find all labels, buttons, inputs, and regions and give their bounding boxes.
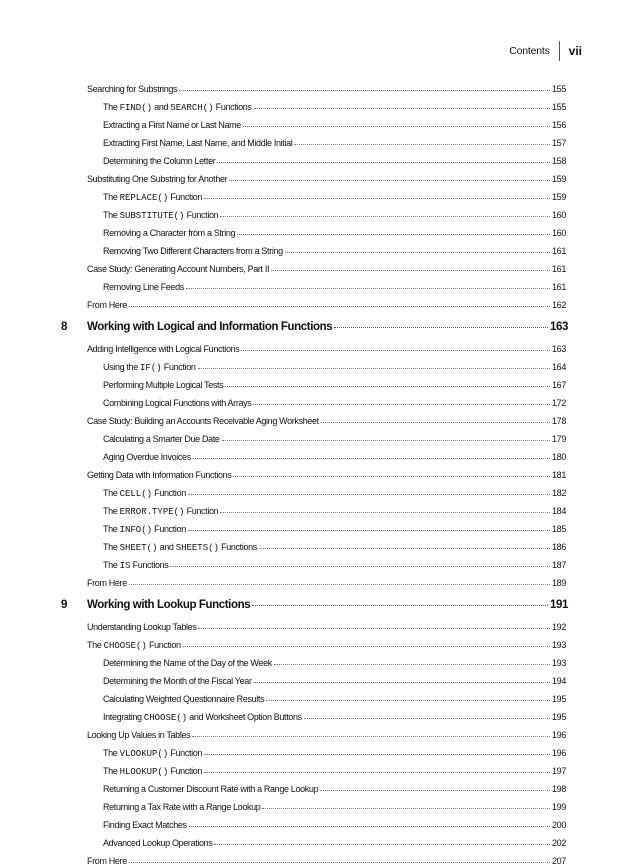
dot-leader [259, 547, 550, 549]
entry-title [103, 191, 202, 204]
dot-leader [321, 421, 550, 423]
entry-page-number: 187 [552, 560, 566, 570]
dot-leader [129, 305, 550, 307]
entry-title [103, 801, 260, 813]
dot-leader [320, 789, 550, 791]
entry-title [103, 101, 252, 114]
toc-subsection-entry[interactable] [103, 657, 566, 669]
function-name: VLOOKUP() [119, 749, 169, 759]
entry-page-number: 184 [552, 506, 566, 516]
function-name: INFO() [119, 525, 153, 535]
entry-title [103, 559, 168, 572]
entry-title-text: and [157, 542, 176, 552]
dot-leader [220, 215, 550, 217]
toc-chapter-heading[interactable] [61, 598, 568, 612]
toc-subsection-entry[interactable] [103, 155, 566, 167]
toc-subsection-entry[interactable] [103, 379, 566, 391]
toc-subsection-entry[interactable] [103, 541, 566, 554]
chapter-number: 9 [61, 599, 67, 611]
entry-page-number: 193 [552, 640, 566, 650]
entry-title-text: Case Study: Building an Accounts Receivable Aging Worksheet [87, 416, 319, 426]
entry-title [103, 487, 186, 500]
entry-page-number: 181 [552, 470, 566, 480]
entry-page-number: 198 [552, 784, 566, 794]
entry-title-text: Adding Intelligence with Logical Functions [87, 344, 240, 354]
dot-leader [170, 565, 550, 567]
entry-title-text: Combining Logical Functions with Arrays [103, 398, 252, 408]
toc-subsection-entry[interactable] [103, 209, 566, 222]
entry-title [87, 639, 181, 652]
entry-page-number: 189 [552, 578, 566, 588]
function-name: HLOOKUP() [119, 767, 169, 777]
entry-title-text: Functions [130, 560, 169, 570]
entry-title [103, 541, 257, 554]
entry-page-number: 192 [552, 622, 566, 632]
toc-subsection-entry[interactable] [103, 191, 566, 204]
entry-title-text: Determining the Name of the Day of the Week [103, 658, 272, 668]
dot-leader [222, 439, 550, 441]
toc-subsection-entry[interactable] [103, 783, 566, 795]
entry-title-text: The [103, 210, 120, 220]
toc-section-entry[interactable] [87, 173, 566, 185]
entry-title-text: Returning a Customer Discount Rate with a Range Lookup [103, 784, 319, 794]
dot-leader [129, 583, 550, 585]
entry-page-number: 202 [552, 838, 566, 848]
entry-title-text: Function [168, 748, 203, 758]
dot-leader [304, 717, 550, 719]
entry-title-text: Function [152, 488, 186, 498]
entry-page-number: 163 [552, 344, 566, 354]
entry-title-text: Extracting First Name, Last Name, and Middle Initial [103, 138, 293, 148]
toc-subsection-entry[interactable] [103, 523, 566, 536]
toc-subsection-entry[interactable] [103, 675, 566, 687]
entry-page-number: 196 [552, 748, 566, 758]
dot-leader [233, 475, 550, 477]
toc-subsection-entry[interactable] [103, 711, 566, 724]
entry-page-number: 156 [552, 120, 566, 130]
toc-subsection-entry[interactable] [103, 281, 566, 293]
entry-title [87, 577, 127, 589]
dot-leader [252, 604, 548, 606]
entry-title [103, 433, 220, 445]
entry-title-text: From Here [87, 300, 127, 310]
entry-page-number: 155 [552, 102, 566, 112]
entry-title-text: The [103, 766, 120, 776]
entry-page-number: 158 [552, 156, 566, 166]
toc-subsection-entry[interactable] [103, 487, 566, 500]
entry-page-number: 167 [552, 380, 566, 390]
dot-leader [241, 349, 550, 351]
toc-subsection-entry[interactable] [103, 361, 566, 374]
dot-leader [193, 457, 550, 459]
dot-leader [225, 385, 550, 387]
dot-leader [217, 161, 550, 163]
entry-title-text: Using the [103, 362, 141, 372]
entry-title [103, 783, 318, 795]
dot-leader [183, 645, 550, 647]
entry-title-text: and [152, 102, 171, 112]
header-divider [559, 41, 560, 61]
toc-section-entry[interactable] [87, 469, 566, 481]
entry-title-text: Returning a Tax Rate with a Range Lookup [103, 802, 261, 812]
function-name: FIND() [119, 103, 153, 113]
dot-leader [188, 529, 550, 531]
toc-subsection-entry[interactable] [103, 101, 566, 114]
entry-title-text: Removing Two Different Characters from a String [103, 246, 283, 256]
entry-title-text: The [87, 640, 104, 650]
toc-section-entry[interactable] [87, 415, 566, 427]
entry-title-text: Function [168, 192, 203, 202]
entry-page-number: 164 [552, 362, 566, 372]
entry-page-number: 197 [552, 766, 566, 776]
dot-leader [237, 233, 550, 235]
entry-page-number: 155 [552, 84, 566, 94]
entry-title-text: Function [168, 766, 203, 776]
entry-page-number: 207 [552, 856, 566, 866]
entry-page-number: 180 [552, 452, 566, 462]
entry-title [103, 711, 302, 724]
entry-page-number: 157 [552, 138, 566, 148]
dot-leader [129, 861, 550, 863]
dot-leader [188, 493, 550, 495]
toc-subsection-entry[interactable] [103, 837, 566, 849]
chapter-page-number: 163 [550, 321, 568, 333]
entry-title [87, 415, 319, 427]
entry-page-number: 200 [552, 820, 566, 830]
dot-leader [192, 735, 550, 737]
dot-leader [274, 663, 550, 665]
dot-leader [285, 251, 550, 253]
dot-leader [254, 681, 550, 683]
toc-subsection-entry[interactable] [103, 559, 566, 572]
entry-title [87, 855, 127, 867]
toc-section-entry[interactable] [87, 263, 566, 275]
entry-title-text: From Here [87, 578, 127, 588]
entry-title-text: The [103, 102, 120, 112]
toc-subsection-entry[interactable] [103, 505, 566, 518]
entry-page-number: 179 [552, 434, 566, 444]
dot-leader [271, 269, 550, 271]
dot-leader [254, 107, 550, 109]
dot-leader [186, 287, 550, 289]
entry-title [103, 245, 283, 257]
function-name: REPLACE() [119, 193, 169, 203]
entry-page-number: 161 [552, 264, 566, 274]
entry-title-text: Aging Overdue Invoices [103, 452, 191, 462]
toc-section-entry[interactable] [87, 639, 566, 652]
toc-section-entry[interactable] [87, 343, 566, 355]
entry-page-number: 185 [552, 524, 566, 534]
entry-title-text: The [103, 542, 120, 552]
entry-title-text: Calculating Weighted Questionnaire Results [103, 694, 265, 704]
dot-leader [262, 807, 550, 809]
dot-leader [334, 326, 548, 328]
dot-leader [189, 825, 550, 827]
entry-title [87, 299, 127, 311]
entry-title-text: Integrating [103, 712, 144, 722]
dot-leader [204, 771, 550, 773]
toc-subsection-entry[interactable] [103, 245, 566, 257]
entry-title-text: Advanced Lookup Operations [103, 838, 213, 848]
entry-title-text: Function [152, 524, 186, 534]
entry-title-text: Case Study: Generating Account Numbers, Part II [87, 264, 270, 274]
entry-page-number: 196 [552, 730, 566, 740]
function-name: SHEETS() [175, 543, 219, 553]
chapter-title: Working with Lookup Functions [87, 599, 251, 611]
entry-title-text: Function [184, 506, 219, 516]
toc-subsection-entry[interactable] [103, 433, 566, 445]
entry-title [87, 621, 196, 633]
entry-title [103, 837, 212, 849]
toc-subsection-entry[interactable] [103, 801, 566, 813]
dot-leader [220, 511, 550, 513]
entry-title-text: Removing Line Feeds [103, 282, 184, 292]
entry-page-number: 186 [552, 542, 566, 552]
function-name: ERROR.TYPE() [119, 507, 185, 517]
toc-subsection-entry[interactable] [103, 227, 566, 239]
entry-title [103, 379, 223, 391]
entry-title [103, 693, 264, 705]
entry-page-number: 182 [552, 488, 566, 498]
entry-title-text: Determining the Month of the Fiscal Year [103, 676, 252, 686]
entry-title [103, 505, 218, 518]
function-name: CHOOSE() [143, 713, 188, 723]
entry-title [103, 281, 184, 293]
entry-title-text: Extracting a First Name or Last Name [103, 120, 241, 130]
toc-chapter-heading[interactable] [61, 320, 568, 334]
toc-section-entry[interactable] [87, 577, 566, 589]
entry-title-text: Removing a Character from a String [103, 228, 236, 238]
entry-page-number: 172 [552, 398, 566, 408]
entry-page-number: 161 [552, 282, 566, 292]
dot-leader [198, 367, 551, 369]
toc-section-entry[interactable] [87, 855, 566, 867]
toc-subsection-entry[interactable] [103, 747, 566, 760]
function-name: CELL() [119, 489, 153, 499]
entry-title [103, 523, 186, 536]
entry-page-number: 178 [552, 416, 566, 426]
entry-page-number: 194 [552, 676, 566, 686]
entry-title-text: From Here [87, 856, 127, 866]
entry-title-text: Performing Multiple Logical Tests [103, 380, 224, 390]
dot-leader [266, 699, 550, 701]
dot-leader [253, 403, 550, 405]
function-name: SHEET() [119, 543, 158, 553]
toc-section-entry[interactable] [87, 83, 566, 95]
entry-title-text: Looking Up Values in Tables [87, 730, 191, 740]
toc-subsection-entry[interactable] [103, 451, 566, 463]
toc-subsection-entry[interactable] [103, 765, 566, 778]
toc-section-entry[interactable] [87, 729, 566, 741]
entry-title-text: Function [146, 640, 181, 650]
entry-title-text: Finding Exact Matches [103, 820, 187, 830]
entry-title [103, 397, 251, 409]
entry-title-text: Determining the Column Letter [103, 156, 216, 166]
dot-leader [204, 197, 550, 199]
entry-title [103, 137, 292, 149]
dot-leader [243, 125, 550, 127]
chapter-page-number: 191 [550, 599, 568, 611]
toc-section-entry[interactable] [87, 299, 566, 311]
entry-title-text: The [103, 748, 120, 758]
entry-title-text: Getting Data with Information Functions [87, 470, 232, 480]
dot-leader [229, 179, 550, 181]
entry-title-text: The [103, 192, 120, 202]
header-section-title: Contents [509, 45, 550, 57]
entry-title [87, 343, 239, 355]
header-page-number: vii [568, 44, 582, 58]
dot-leader [204, 753, 550, 755]
entry-title [103, 209, 218, 222]
toc-section-entry[interactable] [87, 621, 566, 633]
entry-page-number: 199 [552, 802, 566, 812]
dot-leader [294, 143, 550, 145]
dot-leader [179, 89, 550, 91]
toc-subsection-entry[interactable] [103, 693, 566, 705]
entry-title-text: Functions [218, 542, 257, 552]
entry-page-number: 160 [552, 210, 566, 220]
entry-page-number: 161 [552, 246, 566, 256]
entry-title [87, 173, 227, 185]
entry-title-text: Calculating a Smarter Due Date [103, 434, 220, 444]
entry-page-number: 159 [552, 174, 566, 184]
entry-title [103, 451, 191, 463]
entry-title-text: and Worksheet Option Buttons [187, 712, 302, 722]
entry-title [103, 361, 196, 374]
entry-title-text: The [103, 488, 120, 498]
entry-title-text: The [103, 524, 120, 534]
entry-title [103, 657, 272, 669]
toc-subsection-entry[interactable] [103, 137, 566, 149]
entry-title [87, 469, 231, 481]
function-name: SUBSTITUTE() [119, 211, 185, 221]
entry-page-number: 195 [552, 712, 566, 722]
entry-title-text: Understanding Lookup Tables [87, 622, 197, 632]
entry-title [103, 155, 215, 167]
entry-title-text: Functions [213, 102, 252, 112]
function-name: IS [119, 561, 131, 571]
entry-title [103, 765, 202, 778]
toc-subsection-entry[interactable] [103, 397, 566, 409]
entry-title-text: The [103, 560, 120, 570]
entry-title-text: Substituting One Substring for Another [87, 174, 228, 184]
entry-title-text: Function [184, 210, 219, 220]
entry-title [103, 119, 241, 131]
dot-leader [214, 843, 550, 845]
function-name: CHOOSE() [103, 641, 147, 651]
entry-page-number: 193 [552, 658, 566, 668]
entry-title [87, 729, 190, 741]
entry-title-text: The [103, 506, 120, 516]
entry-page-number: 159 [552, 192, 566, 202]
dot-leader [198, 627, 550, 629]
entry-page-number: 160 [552, 228, 566, 238]
running-header [509, 40, 582, 62]
entry-title-text: Function [161, 362, 196, 372]
entry-title [103, 675, 252, 687]
entry-page-number: 195 [552, 694, 566, 704]
entry-title [87, 83, 177, 95]
entry-page-number: 162 [552, 300, 566, 310]
entry-title [103, 819, 187, 831]
entry-title-text: Searching for Substrings [87, 84, 178, 94]
entry-title [103, 747, 202, 760]
entry-title [87, 263, 269, 275]
function-name: SEARCH() [170, 103, 214, 113]
toc-subsection-entry[interactable] [103, 819, 566, 831]
chapter-title: Working with Logical and Information Functions [87, 321, 333, 333]
function-name: IF() [140, 363, 162, 373]
toc-subsection-entry[interactable] [103, 119, 566, 131]
chapter-number: 8 [61, 321, 67, 333]
entry-title [103, 227, 235, 239]
